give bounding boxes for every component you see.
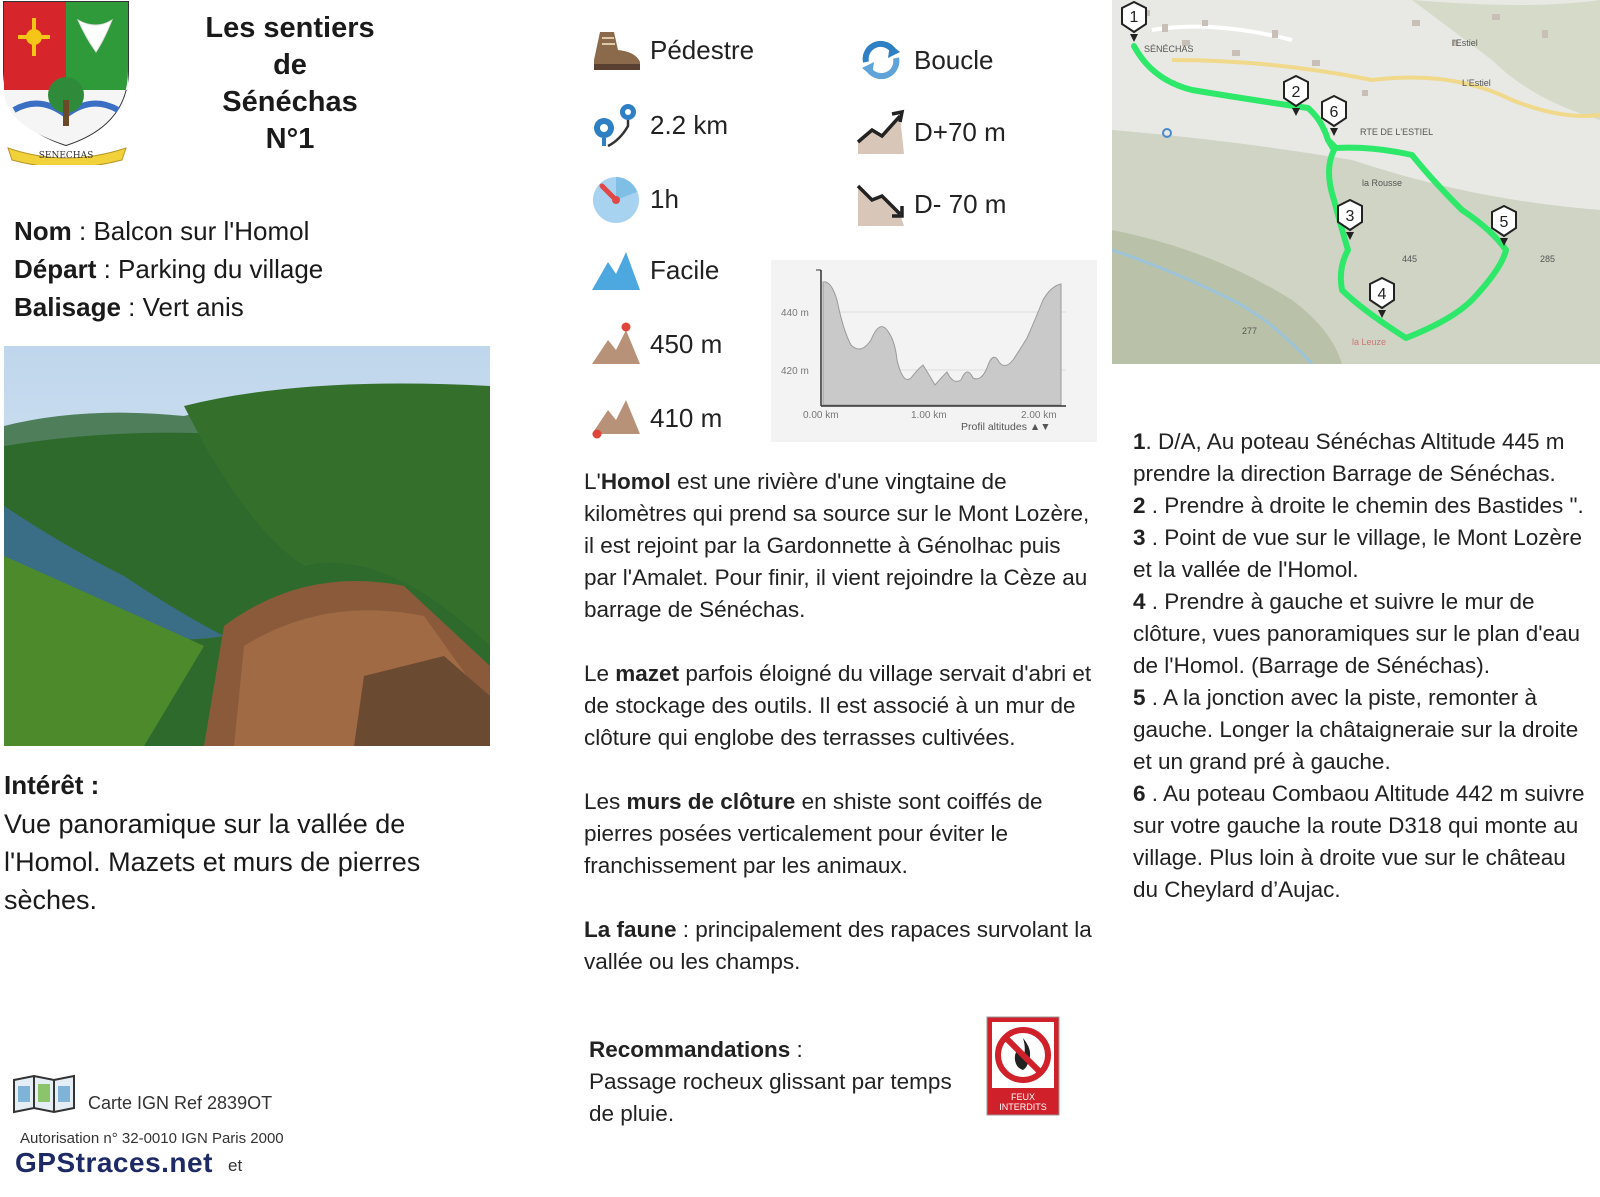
stat-d-plus-value: D+70 m [914, 116, 1006, 147]
svg-text:4: 4 [1377, 286, 1387, 303]
step-3: 3 . Point de vue sur le village, le Mont Lozère et la vallée de l'Homol. [1133, 525, 1583, 582]
footer-under-watermark: et [228, 1156, 243, 1175]
info-depart: Départ : Parking du village [14, 254, 324, 284]
info-balisage: Balisage : Vert anis [14, 292, 244, 322]
step-4: 4 . Prendre à gauche et suivre le mur de clôture, vues panoramiques sur le plan d'eau de l'Homol. (Barrage de Sénéchas). [1133, 589, 1581, 678]
map-label-285: 285 [1540, 254, 1556, 264]
gpstraces-watermark[interactable]: GPStraces.net [15, 1147, 213, 1178]
elevation-loss-icon [856, 180, 906, 228]
route-steps [1133, 426, 1593, 906]
village-crest-logo [0, 0, 135, 165]
svg-text:1: 1 [1129, 9, 1139, 26]
interet-heading: Intérêt : [4, 770, 100, 800]
altitude-min-icon [590, 396, 642, 440]
mountain-difficulty-icon [590, 248, 642, 292]
desc-mazet: Le mazet parfois éloigné du village servait d'abri et de stockage des outils. Il est associé à un mur de clôture qui englobe des terrasses cultivées. [584, 661, 1092, 750]
stat-circuit [856, 38, 994, 82]
stat-d-minus [856, 180, 1006, 228]
stat-difficulty [590, 248, 719, 292]
trail-map[interactable] [1112, 0, 1600, 364]
elevation-gain-icon [856, 108, 906, 156]
elevation-profile [771, 260, 1097, 442]
desc-faune: La faune : principalement des rapaces survolant la vallée ou les champs. [584, 917, 1092, 974]
valley-photo [4, 346, 490, 746]
step-2: 2 . Prendre à droite le chemin des Bastides ". [1133, 493, 1584, 518]
map-label-277: 277 [1242, 326, 1258, 336]
stat-distance-value: 2.2 km [650, 109, 729, 140]
step-1: 1. D/A, Au poteau Sénéchas Altitude 445 m prendre la direction Barrage de Sénéchas. [1133, 429, 1565, 486]
description [584, 466, 1094, 1010]
step-6: 6 . Au poteau Combaou Altitude 442 m suivre sur votre gauche la route D318 qui monte au village. Plus loin à droite vue sur le château du Cheylard d’Aujac. [1133, 781, 1585, 902]
carte-ign-ref: Carte IGN Ref 2839OT [88, 1093, 273, 1113]
info-nom: Nom : Balcon sur l'Homol [14, 216, 310, 246]
stat-alt-max [590, 322, 722, 366]
route-distance-icon [590, 100, 642, 150]
stat-alt-min-value: 410 m [650, 402, 723, 433]
no-fire-sign [986, 1016, 1060, 1116]
fire-sign-label-2: INTERDITS [999, 1102, 1047, 1112]
reco-text: Passage rocheux glissant par temps de pluie. [589, 1069, 952, 1126]
profile-y-label-440: 440 m [781, 308, 809, 319]
altitude-max-icon [590, 322, 642, 366]
trail-info [14, 212, 323, 326]
step-5: 5 . A la jonction avec la piste, remonter à gauche. Longer la châtaigneraie sur la droite et un grand pré à gauche. [1133, 685, 1579, 774]
desc-murs: Les murs de clôture en shiste sont coiffés de pierres posées verticalement pour éviter le franchissement par les animaux. [584, 789, 1043, 878]
map-label-la-leuze: la Leuze [1352, 337, 1387, 347]
fire-sign-label-1: FEUX [1010, 1092, 1036, 1102]
desc-homol: L'Homol est une rivière d'une vingtaine de kilomètres qui prend sa source sur le Mont Lozère, il est rejoint par la Gardonnette à Génolhac puis par l'Amalet. Pour finir, il vient rejoindre la Cèze au barrage de Sénéchas. [584, 469, 1090, 622]
loop-icon [856, 38, 906, 82]
map-label-445: 445 [1402, 254, 1418, 264]
stat-difficulty-value: Facile [650, 254, 720, 285]
stat-circuit-value: Boucle [914, 44, 994, 75]
timer-icon [590, 174, 642, 224]
title-line-4: N°1 [265, 123, 315, 155]
svg-text:2: 2 [1291, 84, 1301, 101]
map-label-estiel: l'Estiel [1452, 38, 1478, 48]
stat-d-minus-value: D- 70 m [914, 188, 1007, 219]
svg-text:6: 6 [1329, 104, 1339, 121]
stat-d-plus [856, 108, 1006, 156]
title-line-1: Les sentiers [205, 12, 375, 44]
title-line-3: Sénéchas [222, 86, 358, 118]
stat-type [590, 28, 754, 72]
stat-duration-value: 1h [650, 183, 679, 214]
svg-text:5: 5 [1499, 214, 1509, 231]
reco-heading: Recommandations : [589, 1037, 803, 1062]
stat-alt-max-value: 450 m [650, 328, 723, 359]
page-title [160, 10, 420, 158]
profile-x-label-0: 0.00 km [803, 410, 839, 421]
map-book-icon [12, 1074, 76, 1114]
stat-alt-min [590, 396, 722, 440]
stat-duration [590, 174, 679, 224]
map-label-senechas: SÉNÉCHAS [1144, 44, 1194, 54]
recommandations [589, 1034, 969, 1130]
map-label-la-rousse: la Rousse [1362, 178, 1403, 188]
map-label-estiel-2: L'Estiel [1462, 78, 1491, 88]
crest-banner-text: SENECHAS [38, 151, 94, 161]
profile-x-label-1: 1.00 km [911, 410, 947, 421]
stat-type-value: Pédestre [650, 34, 755, 65]
title-line-2: de [273, 49, 307, 81]
map-label-rte-estiel: RTE DE L'ESTIEL [1360, 127, 1434, 137]
profile-x-label-2: 2.00 km [1021, 410, 1057, 421]
hiking-boot-icon [590, 28, 642, 72]
autorisation-text: Autorisation n° 32-0010 IGN Paris 2000 [20, 1130, 284, 1147]
stat-distance [590, 100, 728, 150]
profile-caption: Profil altitudes ▲▼ [961, 421, 1051, 433]
profile-y-label-420: 420 m [781, 366, 809, 377]
interet-text: Vue panoramique sur la vallée de l'Homol. Mazets et murs de pierres sèches. [4, 809, 421, 915]
svg-text:3: 3 [1345, 208, 1355, 225]
